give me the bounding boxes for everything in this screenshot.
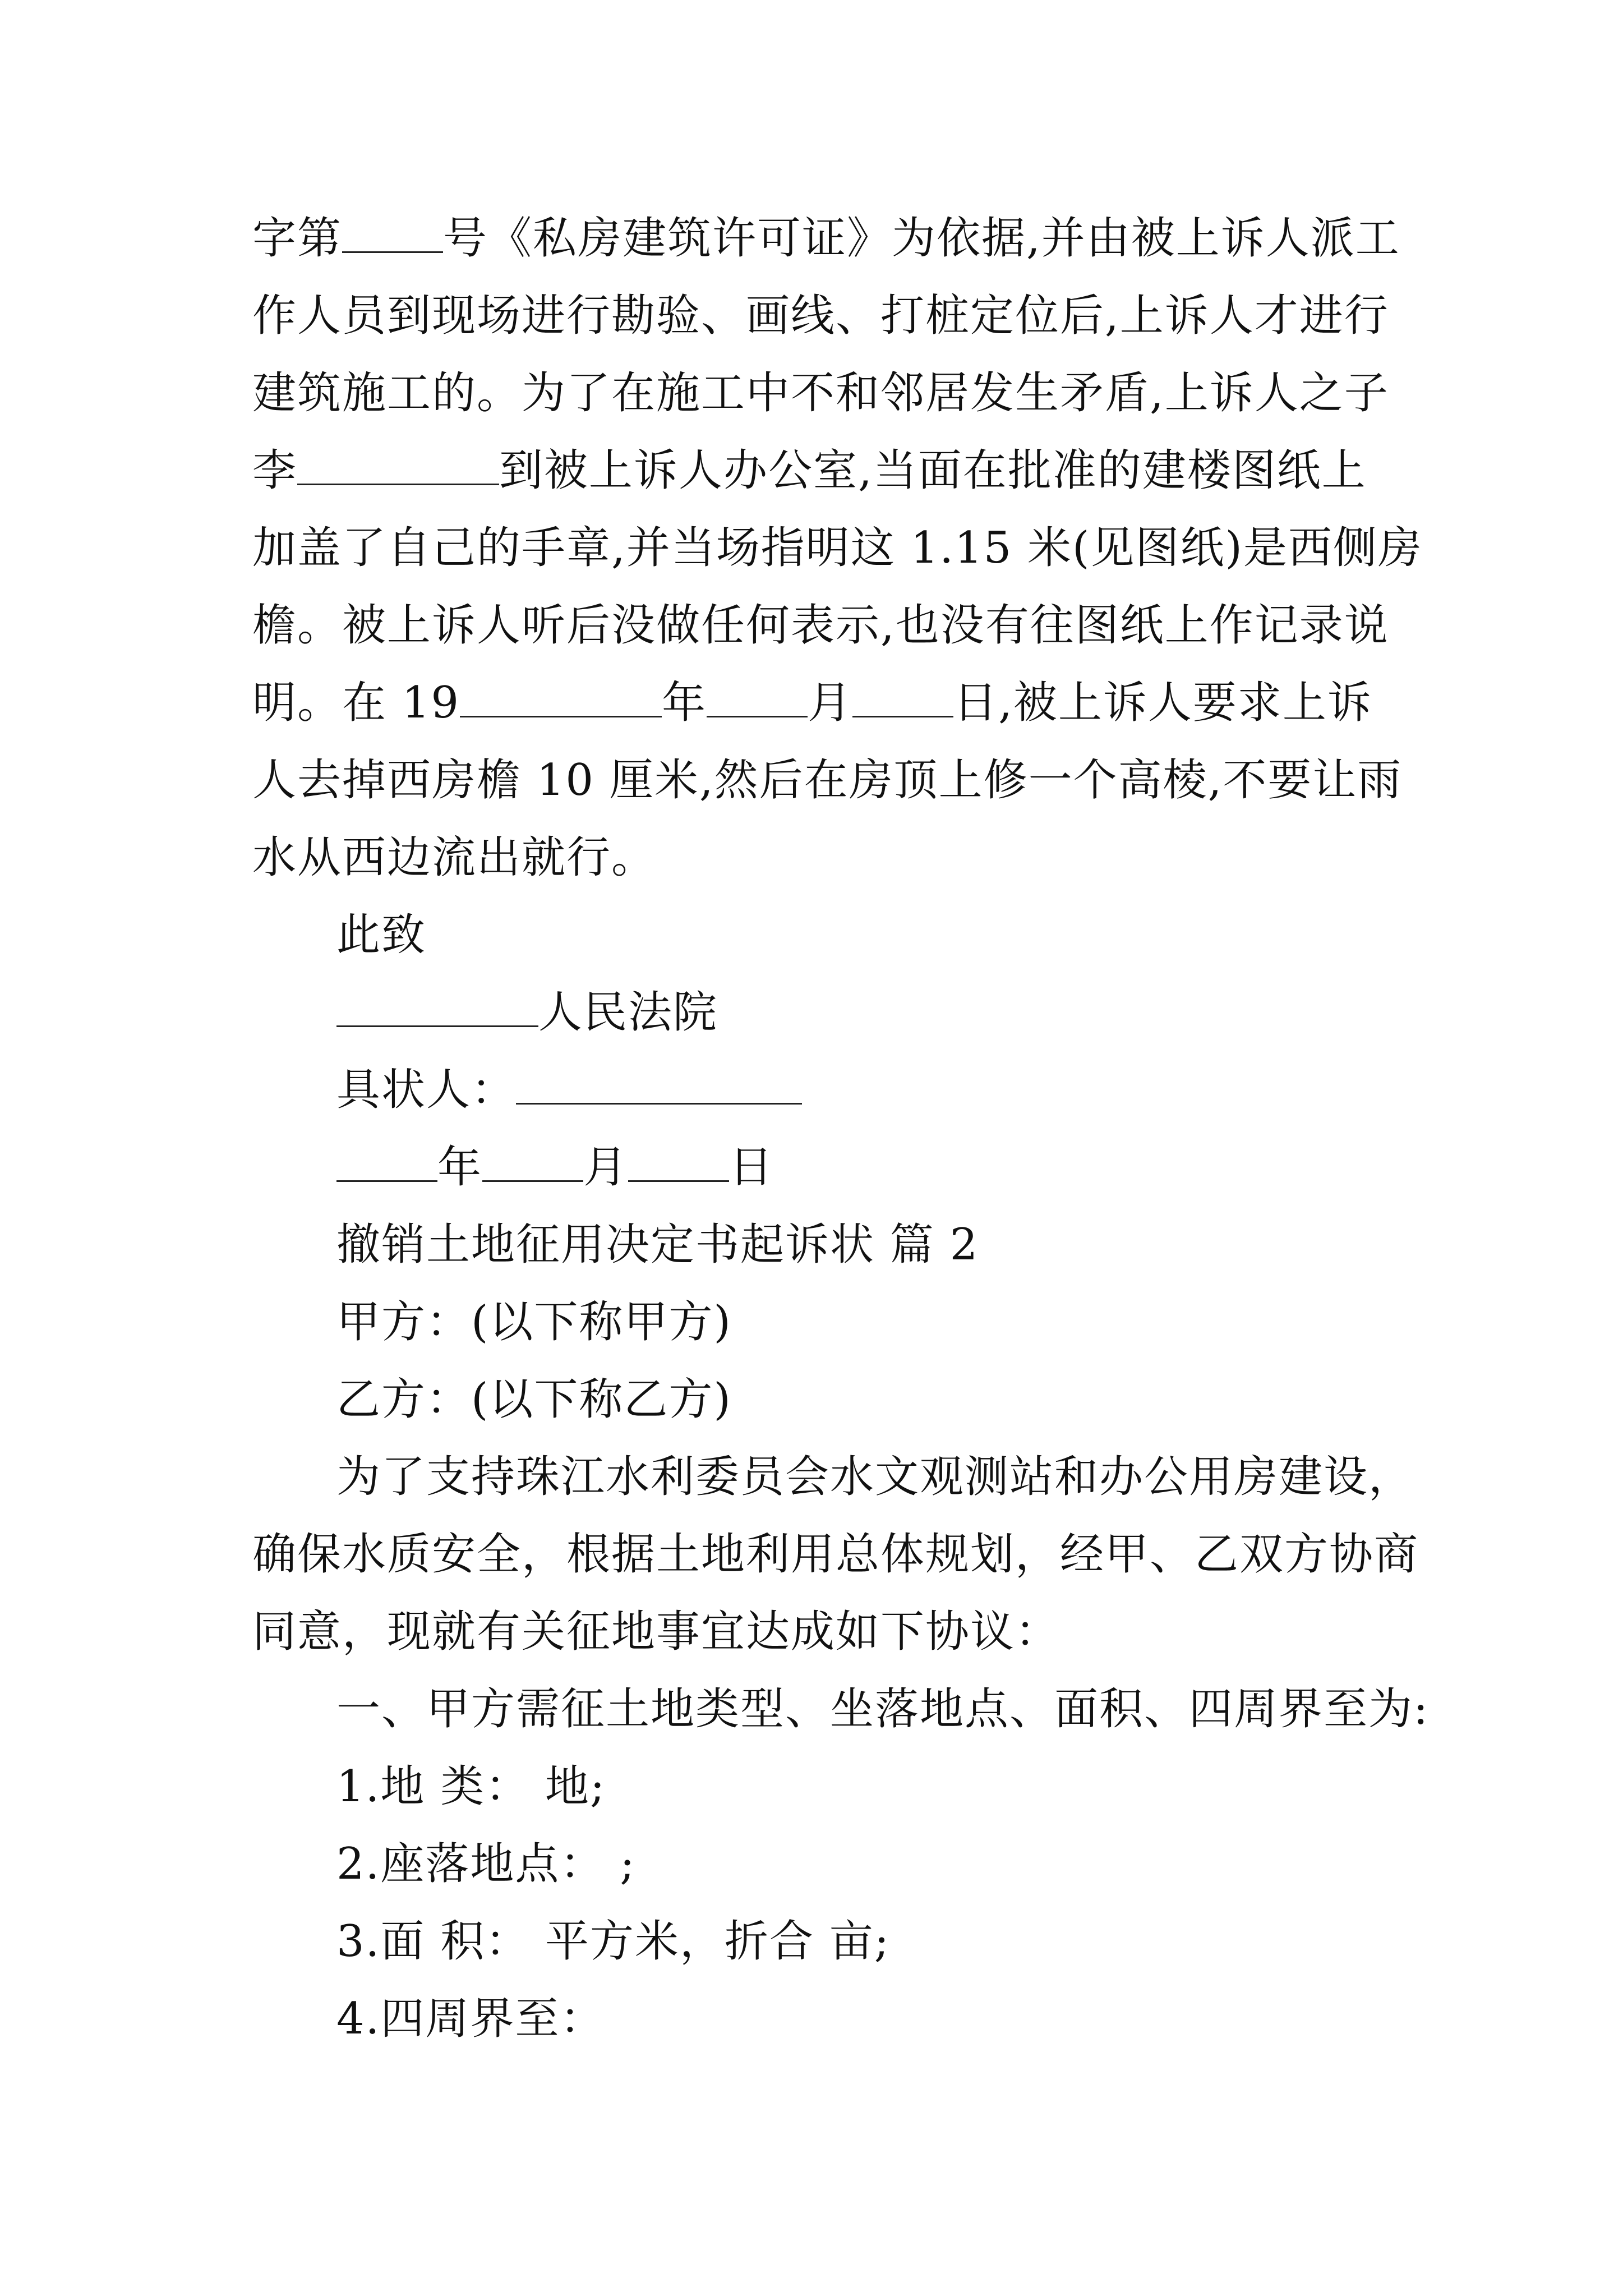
text-fragment: 号《私房建筑许可证》为依据,并由被上诉人派工 [443,213,1400,264]
text-line: 确保水质安全，根据土地利用总体规划，经甲、乙双方协商 [252,1529,1419,1580]
fill-blank [460,681,662,717]
list-item: 1.地 类： 地; [336,1761,606,1812]
text-line: 人去掉西房檐 10 厘米,然后在房顶上修一个高棱,不要让雨 [252,755,1403,806]
list-item: 2.座落地点： ; [336,1839,636,1889]
date-day-label: 日 [729,1142,774,1193]
text-line: 作人员到现场进行勘验、画线、打桩定位后,上诉人才进行 [252,291,1389,341]
text-fragment: 到被上诉人办公室,当面在批准的建楼图纸上 [499,445,1367,496]
date-line [336,1137,774,1198]
text-fragment: 日,被上诉人要求上诉 [953,678,1372,728]
text-line: 同意，现就有关征地事宜达成如下协议： [252,1607,1061,1657]
list-item: 3.面 积： 平方米，折合 亩; [336,1916,891,1967]
text-line [252,672,1372,734]
text-line: 加盖了自己的手章,并当场指明这 1.15 米(见图纸)是西侧房 [252,523,1423,573]
fill-blank [852,681,953,717]
court-label: 人民法院 [538,987,718,1038]
text-fragment: 月 [808,678,853,728]
text-fragment: 字第 [252,213,343,264]
text-line: 为了支持珠江水利委员会水文观测站和办公用房建设， [336,1452,1414,1502]
text-line: 建筑施工的。为了在施工中不和邻居发生矛盾,上诉人之子 [252,368,1389,418]
text-line: 水从西边流出就行。 [252,832,657,883]
text-fragment: 李 [252,445,298,496]
court-line [336,982,718,1043]
clause-heading: 一、甲方需征土地类型、坐落地点、面积、四周界至为: [336,1684,1430,1734]
fill-blank [342,217,443,253]
party-a-line: 甲方：(以下称甲方) [336,1297,732,1347]
section-title: 撤销土地征用决定书起诉状 篇 2 [336,1220,979,1270]
text-fragment: 年 [662,678,707,728]
fill-blank [482,1145,583,1182]
list-item: 4.四周界至： [336,1994,605,2044]
signer-label: 具状人： [336,1065,517,1115]
party-b-line: 乙方：(以下称乙方) [336,1374,732,1425]
text-line [252,440,1367,501]
fill-blank [707,681,808,717]
fill-blank [297,449,499,485]
fill-blank [336,991,538,1027]
text-fragment: 明。在 19 [252,678,460,728]
text-line: 檐。被上诉人听后没做任何表示,也没有往图纸上作记录说 [252,600,1389,651]
fill-blank [628,1145,729,1182]
salutation: 此致 [336,910,427,960]
fill-blank [336,1145,437,1182]
date-month-label: 月 [583,1142,629,1193]
signer-line [336,1059,802,1121]
text-line [252,208,1400,269]
fill-blank [516,1068,802,1105]
date-year-label: 年 [437,1142,483,1193]
